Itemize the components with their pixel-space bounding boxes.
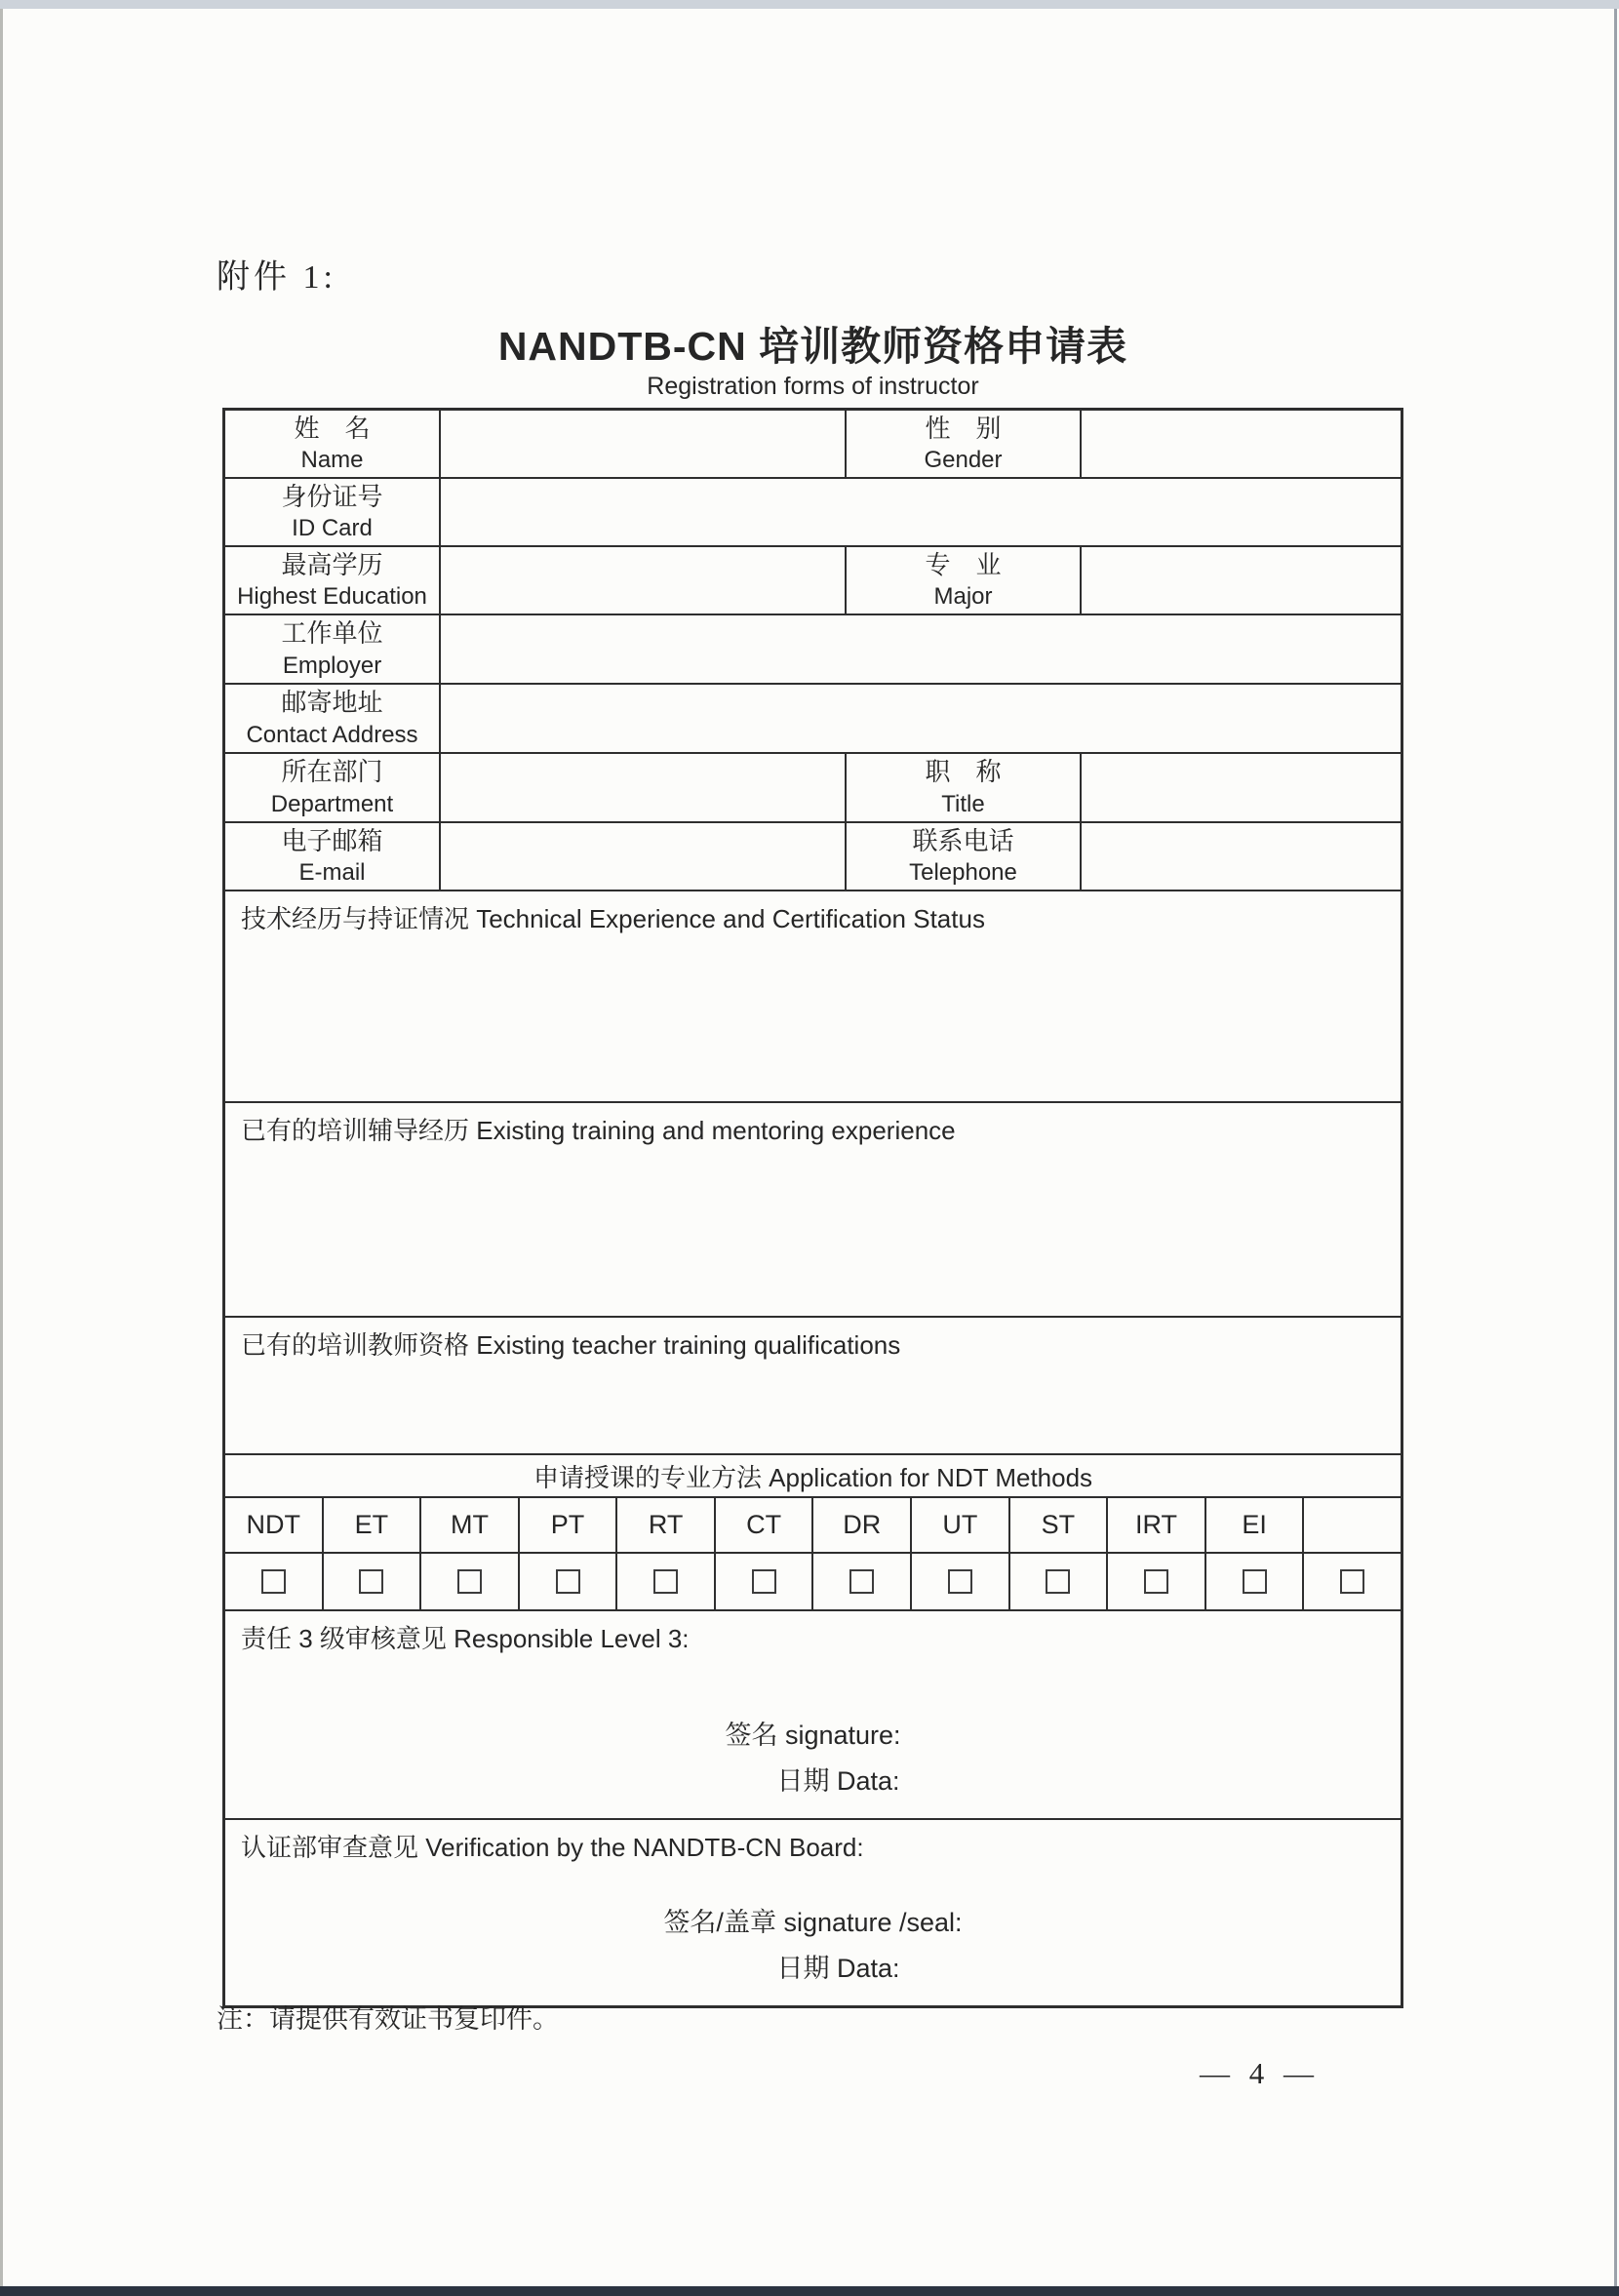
field-value-telephone[interactable] [1082, 823, 1401, 890]
row-id-card [225, 479, 1401, 547]
field-label-name [225, 411, 441, 477]
field-label-telephone [847, 823, 1082, 890]
field-label-name-en: Name [300, 447, 364, 474]
field-label-email-zh: 电子邮箱 [281, 826, 383, 855]
row-email-telephone [225, 823, 1401, 891]
field-label-name-zh: 姓 名 [294, 414, 371, 443]
row-education-major [225, 547, 1401, 615]
ndt-checkbox-mt[interactable] [457, 1569, 482, 1594]
field-value-title[interactable] [1082, 754, 1401, 821]
field-label-department-zh: 所在部门 [281, 758, 383, 786]
ndt-checkbox-dr[interactable] [849, 1569, 874, 1594]
ndt-method-pt: PT [520, 1498, 618, 1552]
level3-signature-line: 签名 signature: [725, 1720, 901, 1750]
ndt-checkbox-cell-pt [520, 1554, 618, 1609]
row-technical-experience [225, 891, 1401, 1103]
ndt-checkbox-cell-ut [912, 1554, 1010, 1609]
form-subtitle: Registration forms of instructor [647, 373, 979, 400]
row-ndt-checkboxes [225, 1554, 1401, 1611]
ndt-checkbox-rt[interactable] [653, 1569, 678, 1594]
field-label-id-card [225, 479, 441, 545]
ndt-checkbox-cell-ei [1206, 1554, 1305, 1609]
field-value-id-card[interactable] [441, 479, 1401, 545]
form-title: NANDTB-CN 培训教师资格申请表 [497, 324, 1128, 369]
field-label-id-card-en: ID Card [292, 515, 373, 542]
row-board-review [225, 1820, 1401, 2005]
field-value-highest-education[interactable] [441, 547, 847, 614]
field-value-email[interactable] [441, 823, 847, 890]
row-contact-address [225, 685, 1401, 754]
row-employer [225, 615, 1401, 685]
field-label-email [225, 823, 441, 890]
ndt-method-st: ST [1010, 1498, 1109, 1552]
row-department-title [225, 754, 1401, 823]
row-training-experience [225, 1103, 1401, 1318]
field-label-employer [225, 615, 441, 683]
ndt-checkbox-cell-mt [421, 1554, 520, 1609]
ndt-checkbox-cell-ndt [225, 1554, 324, 1609]
scan-edge-left [0, 9, 3, 2286]
section-level3-review-label: 责任 3 级审核意见 Responsible Level 3: [241, 1624, 690, 1653]
field-value-employer[interactable] [441, 615, 1401, 683]
field-value-gender[interactable] [1082, 411, 1401, 477]
registration-form-table [222, 408, 1403, 2008]
ndt-checkbox-cell-et [324, 1554, 422, 1609]
field-label-telephone-zh: 联系电话 [912, 826, 1014, 855]
section-board-review[interactable] [225, 1820, 1401, 2005]
field-label-department-en: Department [270, 790, 394, 817]
field-label-major-zh: 专 业 [925, 550, 1002, 579]
ndt-method-dr: DR [813, 1498, 912, 1552]
ndt-checkbox-ei[interactable] [1243, 1569, 1267, 1594]
level3-date-line: 日期 Data: [776, 1765, 900, 1796]
footer-note: 注：请提供有效证书复印件。 [217, 2004, 559, 2034]
ndt-checkbox-st[interactable] [1046, 1569, 1070, 1594]
ndt-checkbox-blank[interactable] [1340, 1569, 1364, 1594]
section-training-experience[interactable] [225, 1103, 1401, 1316]
field-label-contact-address-en: Contact Address [246, 721, 418, 748]
ndt-method-et: ET [324, 1498, 422, 1552]
ndt-method-mt: MT [421, 1498, 520, 1552]
row-name-gender [225, 411, 1401, 479]
ndt-checkbox-cell-rt [617, 1554, 716, 1609]
board-date-line: 日期 Data: [776, 1953, 900, 1983]
ndt-method-ei: EI [1206, 1498, 1305, 1552]
row-ndt-methods-header [225, 1455, 1401, 1498]
ndt-method-blank [1304, 1498, 1401, 1552]
ndt-checkbox-cell-st [1010, 1554, 1109, 1609]
field-value-name[interactable] [441, 411, 847, 477]
section-training-experience-label: 已有的培训辅导经历 Existing training and mentoring experience [241, 1116, 956, 1145]
field-label-gender [847, 411, 1082, 477]
field-label-employer-zh: 工作单位 [281, 619, 383, 648]
field-label-gender-zh: 性 别 [925, 414, 1002, 443]
row-ndt-method-names [225, 1498, 1401, 1554]
ndt-method-ndt: NDT [225, 1498, 324, 1552]
row-teacher-qualifications [225, 1318, 1401, 1455]
section-teacher-qualifications[interactable] [225, 1318, 1401, 1453]
ndt-method-irt: IRT [1108, 1498, 1206, 1552]
field-label-telephone-en: Telephone [909, 859, 1017, 887]
ndt-checkbox-ut[interactable] [948, 1569, 972, 1594]
ndt-checkbox-cell-blank [1304, 1554, 1401, 1609]
ndt-method-ct: CT [716, 1498, 814, 1552]
ndt-checkbox-ndt[interactable] [261, 1569, 286, 1594]
field-label-title [847, 754, 1082, 821]
ndt-checkbox-pt[interactable] [556, 1569, 580, 1594]
board-signature-line: 签名/盖章 signature /seal: [663, 1907, 963, 1937]
field-value-major[interactable] [1082, 547, 1401, 614]
ndt-method-rt: RT [617, 1498, 716, 1552]
scan-edge-bottom [0, 2286, 1619, 2296]
scan-edge-top [0, 0, 1619, 9]
field-label-id-card-zh: 身份证号 [281, 482, 383, 511]
page-number: — 4 — [1200, 2056, 1320, 2090]
attachment-label: 附件 1: [217, 259, 336, 296]
field-label-gender-en: Gender [924, 447, 1003, 474]
ndt-checkbox-cell-dr [813, 1554, 912, 1609]
field-label-major [847, 547, 1082, 614]
scan-edge-right [1614, 9, 1617, 2286]
ndt-checkbox-et[interactable] [359, 1569, 383, 1594]
ndt-methods-header: 申请授课的专业方法 Application for NDT Methods [533, 1462, 1093, 1492]
section-board-review-label: 认证部审查意见 Verification by the NANDTB-CN Board: [241, 1833, 864, 1862]
field-label-employer-en: Employer [282, 652, 382, 679]
section-technical-experience-label: 技术经历与持证情况 Technical Experience and Certification Status [241, 904, 985, 933]
ndt-checkbox-ct[interactable] [752, 1569, 776, 1594]
field-label-contact-address [225, 685, 441, 752]
section-level3-review[interactable] [225, 1611, 1401, 1818]
level3-signature-block [225, 1713, 1401, 1805]
field-label-major-en: Major [933, 583, 993, 611]
row-level3-review [225, 1611, 1401, 1820]
ndt-checkbox-irt[interactable] [1144, 1569, 1168, 1594]
field-label-highest-education [225, 547, 441, 614]
field-value-contact-address[interactable] [441, 685, 1401, 752]
field-label-highest-education-zh: 最高学历 [281, 550, 383, 579]
field-label-title-en: Title [941, 790, 985, 817]
ndt-checkbox-cell-irt [1108, 1554, 1206, 1609]
field-label-contact-address-zh: 邮寄地址 [281, 689, 383, 717]
field-label-email-en: E-mail [298, 859, 366, 887]
field-value-department[interactable] [441, 754, 847, 821]
ndt-checkbox-cell-ct [716, 1554, 814, 1609]
board-signature-block [225, 1900, 1401, 1993]
section-technical-experience[interactable] [225, 891, 1401, 1101]
section-teacher-qualifications-label: 已有的培训教师资格 Existing teacher training qualifications [241, 1330, 901, 1360]
field-label-highest-education-en: Highest Education [237, 583, 427, 611]
ndt-method-ut: UT [912, 1498, 1010, 1552]
field-label-title-zh: 职 称 [925, 758, 1002, 786]
field-label-department [225, 754, 441, 821]
